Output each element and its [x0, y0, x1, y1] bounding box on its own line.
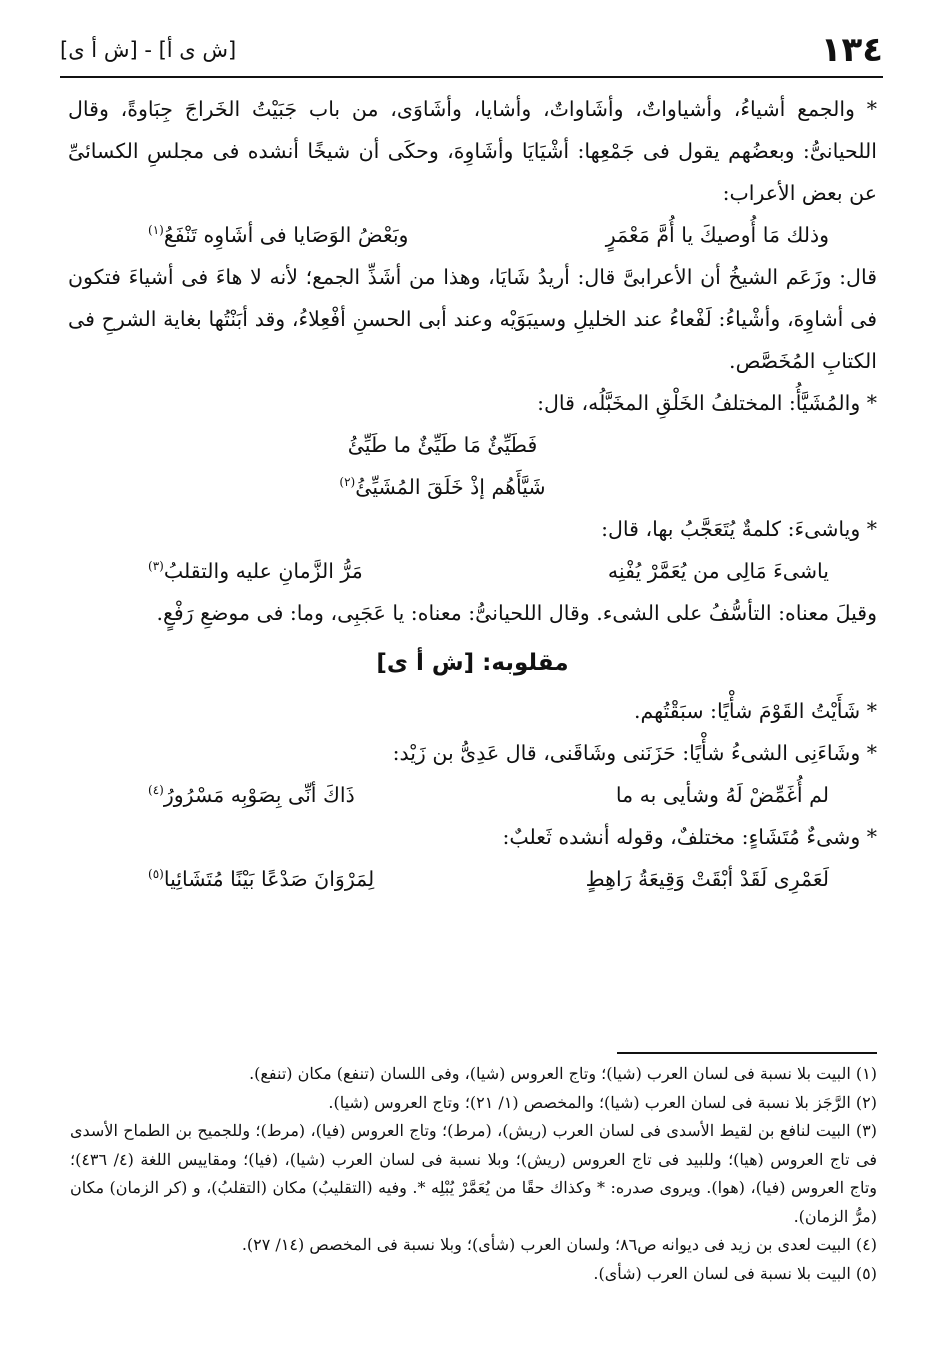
footnote-ref-4: (٤) [148, 783, 164, 798]
footnotes [70, 1060, 877, 1288]
paragraph-yashaya: * وياشىءَ: كلمةٌ يُتَعَجَّبُ بها، قال: [601, 517, 877, 541]
verse-5 [68, 858, 877, 900]
verse-2-line-2-text: شَيَّأَهُم إذْ خَلَقَ المُشَيِّئُ [355, 475, 546, 499]
verse-4-first-hemistich: لم أُغَمِّضْ لَهُ وشأيى به ما [615, 783, 829, 807]
verse-5-second-hemistich [148, 858, 374, 900]
verse-1-first-hemistich: وذلك مَا أُوصيكَ يا أُمَّ مَعْمَرٍ [605, 223, 829, 247]
verse-2-line-1: فَطَيِّئٌ مَا طَيِّئٌ ما طَيِّئُ [347, 433, 538, 457]
paragraph-shaaytu: * شَأَيْتُ القَوْمَ شأْيًا: سبَقْتُهم. [634, 699, 877, 723]
verse-5-second-text: لِمَرْوَانَ صَدْعًا بَيْنًا مُتَشَائِيا [163, 867, 375, 891]
page-number: ١٣٤ [820, 30, 883, 70]
verse-3-first-hemistich: ياشىءَ مَالِى من يُعَمَّرْ يُفْنِه [607, 559, 829, 583]
footnote-ref-2: (٢) [339, 475, 356, 490]
footnote-rule [617, 1052, 877, 1054]
verse-3-second-hemistich [148, 550, 363, 592]
footnote-2: (٢) الرَّجَز بلا نسبة فى لسان العرب (شيا)؛ والمخصص (١/ ٢١)؛ وتاج العروس (شيا). [328, 1092, 877, 1112]
verse-3 [68, 550, 877, 592]
footnote-ref-5: (٥) [148, 867, 164, 882]
verse-5-first-hemistich: لَعَمْرِى لَقَدْ أبْقَتْ وَقِيعَةُ رَاهِطٍ [585, 867, 829, 891]
paragraph-mushayya: * والمُشَيَّأُ: المختلفُ الخَلْقِ المخَبَّلُه، قال: [537, 391, 877, 415]
section-heading: مقلوبه: [ش أ ى] [376, 650, 569, 676]
verse-1 [68, 214, 877, 256]
verse-1-second-text: وبَعْضُ الوَصَايا فى أشَاوِه تَنْفَعُ [163, 223, 409, 247]
page-header [60, 28, 883, 72]
footnote-1: (١) البيت بلا نسبة فى لسان العرب (شيا)؛ وتاج العروس (شيا)، وفى اللسان (تنفع) مكان (تنفع). [249, 1064, 877, 1083]
verse-3-second-text: مَرُّ الزَّمانِ عليه والتقلبُ [163, 559, 363, 583]
footnote-ref-3: (٣) [148, 559, 164, 574]
verse-4-second-text: ذَاكَ أنِّى بِصَوْبِه مَسْرُورُ [163, 783, 355, 807]
verse-4-second-hemistich [148, 774, 355, 816]
paragraph-sheikh: قال: وزَعَم الشيخُ أن الأعرابىَّ قال: أريدُ شَايَا، وهذا من أشَذِّ الجمع؛ لأنه لا هاءَ فى أشياءَ فتكون فى أشاوِهَ، وأشْياءُ: لَفْعاءُ عند الخليلِ وسيبَوَيْه وعند أبى الحسنِ أفْعِلاءُ، وقد أبَنْتُها بغاية الشرحِ فى الكتابِ المُخَصَّص. [68, 265, 877, 373]
paragraph-mutashaa: * وشىءٌ مُتَشَاءٍ: مختلفٌ، وقوله أنشده ثَعلبٌ: [502, 825, 877, 849]
footnote-3: (٣) البيت لنافع بن لقيط الأسدى فى لسان العرب (ريش)، (مرط)؛ وتاج العروس (فيا)، (مرط)؛ وللجميح بن الطماح الأسدى فى تاج العروس (هيا)؛ وللبيد فى تاج العروس (ريش)؛ وبلا نسبة فى لسان العرب (شيا)، (فيا)؛ ومقاييس اللغة (٤/ ٤٣٦)؛ وتاج العروس (فيا)، (هوا). ويروى صدره: * وكذاك حقًا من يُعَمَّرْ يُبْلِه *. وفيه (التقليبُ) مكان (التقلبُ)، و (كر الزمان) مكان (مرُّ الزمان). [70, 1121, 878, 1226]
verse-4 [68, 774, 877, 816]
footnote-5: (٥) البيت بلا نسبة فى لسان العرب (شأى). [593, 1263, 877, 1283]
paragraph-plural-forms: * والجمع أشياءُ، وأشياواتٌ، وأشَاواتٌ، وأشايا، وأشَاوَى، من باب جَبَيْتُ الخَراجَ جِبَاوةً، وقال اللحيانىُّ: وبعضُهم يقول فى جَمْعِها: أشْيَايَا وأشَاوِهَ، وحكَى أن شيخًا أنشده فى مجلسِ الكسائىِّ عن بعض الأعراب: [68, 97, 877, 205]
running-head: [ش ى أ] - [ش أ ى] [60, 38, 237, 62]
paragraph-shaani: * وشَاءَنِى الشىءُ شأْيًا: حَزَنَنى وشَاقَنى، قال عَدِىُّ بن زَيْد: [392, 741, 877, 765]
verse-2-line-2 [68, 466, 877, 508]
paragraph-meaning: وقيلَ معناه: التأسُّفُ على الشىء. وقال اللحيانىُّ: معناه: يا عَجَبِى، وما: فى موضعِ رَفْعٍ. [156, 601, 877, 625]
footnote-ref-1: (١) [148, 223, 164, 238]
footnote-4: (٤) البيت لعدى بن زيد فى ديوانه ص٨٦؛ ولسان العرب (شأى)؛ وبلا نسبة فى المخصص (١٤/ ٢٧). [241, 1235, 877, 1254]
verse-1-second-hemistich [148, 214, 408, 256]
header-rule [60, 76, 883, 78]
main-text [68, 88, 877, 900]
